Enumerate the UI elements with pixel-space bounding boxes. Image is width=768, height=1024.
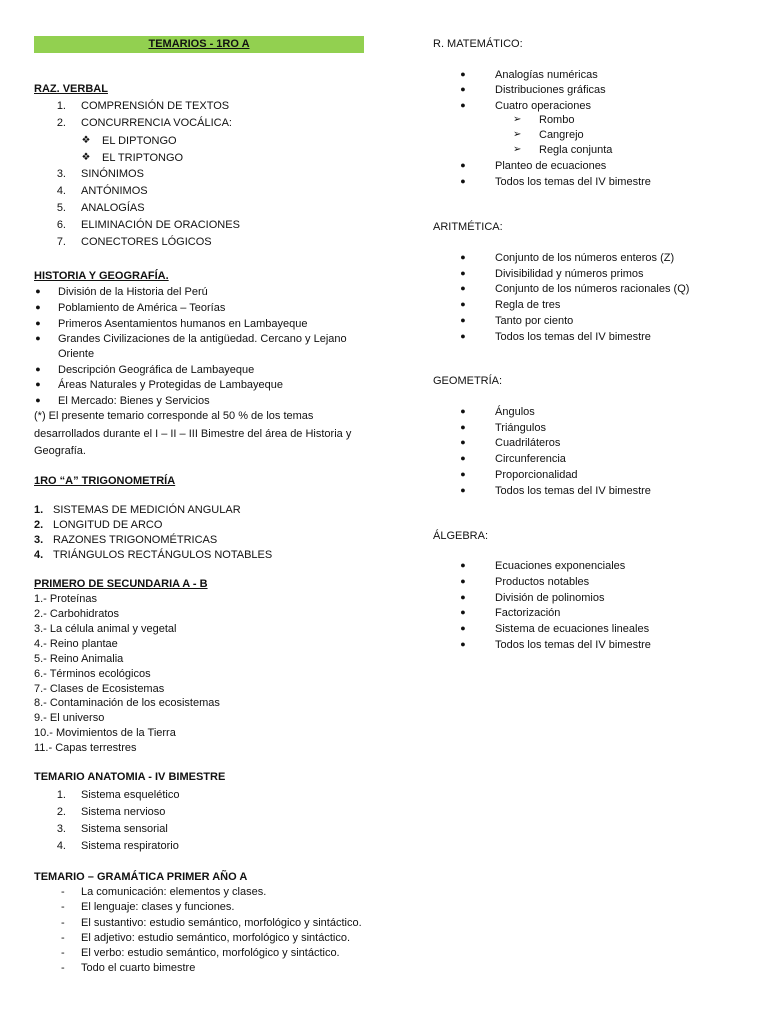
bullet-icon: ● — [460, 299, 466, 309]
list-item: 3.- La célula animal y vegetal — [34, 623, 177, 635]
list-number: 6. — [56, 219, 66, 231]
list-item: Sistema respiratorio — [81, 840, 179, 852]
diamond-bullet-icon: ❖ — [81, 152, 91, 163]
diamond-bullet-icon: ❖ — [81, 135, 91, 146]
bullet-icon: ● — [460, 331, 466, 341]
list-number: 1. — [34, 504, 44, 516]
list-item: La comunicación: elementos y clases. — [81, 886, 267, 898]
list-item: Grandes Civilizaciones de la antigüedad. Cercano y Lejano — [58, 333, 347, 345]
list-item: 7.- Clases de Ecosistemas — [34, 683, 165, 695]
list-item: Sistema nervioso — [81, 806, 166, 818]
list-item: Poblamiento de América – Teorías — [58, 302, 226, 314]
arrow-bullet-icon: ➢ — [513, 114, 522, 125]
list-item: Proporcionalidad — [495, 469, 578, 481]
arrow-bullet-icon: ➢ — [513, 144, 522, 155]
list-item: SISTEMAS DE MEDICIÓN ANGULAR — [53, 504, 241, 516]
bullet-icon: ● — [460, 406, 466, 416]
list-item: Conjunto de los números racionales (Q) — [495, 283, 690, 295]
bullet-icon: ● — [460, 252, 466, 262]
list-number: 4. — [34, 549, 44, 561]
list-item: Descripción Geográfica de Lambayeque — [58, 364, 255, 376]
list-item: TRIÁNGULOS RECTÁNGULOS NOTABLES — [53, 549, 273, 561]
list-item: Distribuciones gráficas — [495, 84, 606, 96]
bullet-icon: ● — [35, 286, 41, 296]
list-item: COMPRENSIÓN DE TEXTOS — [81, 100, 230, 112]
dash-bullet: - — [61, 917, 65, 929]
dash-bullet: - — [61, 947, 65, 959]
bullet-icon: ● — [460, 268, 466, 278]
list-item: Cuadriláteros — [495, 437, 561, 449]
dash-bullet: - — [61, 962, 65, 974]
list-item: Tanto por ciento — [495, 315, 574, 327]
list-item: Ángulos — [495, 406, 535, 418]
list-item: 5.- Reino Animalia — [34, 653, 124, 665]
list-sub-item: Rombo — [539, 114, 575, 126]
list-item: ANALOGÍAS — [81, 202, 145, 214]
list-item: 11.- Capas terrestres — [34, 742, 137, 754]
list-item: División de polinomios — [495, 592, 605, 604]
list-item: Sistema esquelético — [81, 789, 180, 801]
aritmetica-heading: ARITMÉTICA: — [433, 221, 503, 233]
raz-verbal-heading: RAZ. VERBAL — [34, 83, 108, 95]
bullet-icon: ● — [460, 69, 466, 79]
bullet-icon: ● — [35, 364, 41, 374]
list-item: El lenguaje: clases y funciones. — [81, 901, 235, 913]
list-item: El verbo: estudio semántico, morfológico y sintáctico. — [81, 947, 340, 959]
bullet-icon: ● — [460, 283, 466, 293]
historia-heading: HISTORIA Y GEOGRAFÍA. — [34, 270, 169, 282]
list-item: El Mercado: Bienes y Servicios — [58, 395, 210, 407]
list-number: 3. — [56, 823, 66, 835]
list-item: LONGITUD DE ARCO — [53, 519, 163, 531]
list-item: Todos los temas del IV bimestre — [495, 485, 651, 497]
list-number: 1. — [56, 789, 66, 801]
list-number: 2. — [34, 519, 44, 531]
list-number: 5. — [56, 202, 66, 214]
matematico-heading: R. MATEMÁTICO: — [433, 38, 523, 50]
list-item: 6.- Términos ecológicos — [34, 668, 151, 680]
list-item: Planteo de ecuaciones — [495, 160, 607, 172]
bullet-icon: ● — [35, 333, 41, 343]
list-item: Circunferencia — [495, 453, 566, 465]
list-sub-item: Regla conjunta — [539, 144, 613, 156]
list-item: 4.- Reino plantae — [34, 638, 118, 650]
list-item: El adjetivo: estudio semántico, morfológico y sintáctico. — [81, 932, 351, 944]
list-item: Conjunto de los números enteros (Z) — [495, 252, 675, 264]
bullet-icon: ● — [35, 395, 41, 405]
list-item: 9.- El universo — [34, 712, 105, 724]
algebra-heading: ÁLGEBRA: — [433, 530, 489, 542]
list-item: CONCURRENCIA VOCÁLICA: — [81, 117, 232, 129]
gramatica-heading: TEMARIO – GRAMÁTICA PRIMER AÑO A — [34, 871, 248, 883]
bullet-icon: ● — [460, 623, 466, 633]
list-item: 8.- Contaminación de los ecosistemas — [34, 697, 220, 709]
list-item-continuation: Oriente — [58, 348, 95, 360]
list-item: Factorización — [495, 607, 561, 619]
bullet-icon: ● — [460, 315, 466, 325]
arrow-bullet-icon: ➢ — [513, 129, 522, 140]
trigonometria-heading: 1RO “A” TRIGONOMETRÍA — [34, 475, 176, 487]
bullet-icon: ● — [460, 160, 466, 170]
list-number: 3. — [56, 168, 66, 180]
list-number: 2. — [56, 806, 66, 818]
anatomia-heading: TEMARIO ANATOMIA - IV BIMESTRE — [34, 771, 226, 783]
bullet-icon: ● — [35, 318, 41, 328]
bullet-icon: ● — [35, 302, 41, 312]
bullet-icon: ● — [460, 560, 466, 570]
bullet-icon: ● — [460, 576, 466, 586]
list-item: SINÓNIMOS — [81, 168, 144, 180]
list-item: Productos notables — [495, 576, 590, 588]
list-item: Todos los temas del IV bimestre — [495, 331, 651, 343]
bullet-icon: ● — [460, 437, 466, 447]
list-item: Áreas Naturales y Protegidas de Lambayeque — [58, 379, 284, 391]
list-sub-item: EL DIPTONGO — [102, 135, 177, 147]
list-item: Todos los temas del IV bimestre — [495, 639, 651, 651]
list-item: División de la Historia del Perú — [58, 286, 208, 298]
list-item: Todo el cuarto bimestre — [81, 962, 196, 974]
list-number: 1. — [56, 100, 66, 112]
list-item: Sistema sensorial — [81, 823, 168, 835]
bullet-icon: ● — [460, 592, 466, 602]
list-item: 2.- Carbohidratos — [34, 608, 119, 620]
list-sub-item: Cangrejo — [539, 129, 584, 141]
list-item: RAZONES TRIGONOMÉTRICAS — [53, 534, 218, 546]
page-title: TEMARIOS - 1RO A — [34, 36, 364, 53]
list-item: Ecuaciones exponenciales — [495, 560, 626, 572]
secundaria-heading: PRIMERO DE SECUNDARIA A - B — [34, 578, 208, 590]
list-number: 4. — [56, 185, 66, 197]
bullet-icon: ● — [460, 176, 466, 186]
list-item: 10.- Movimientos de la Tierra — [34, 727, 176, 739]
list-item: Divisibilidad y números primos — [495, 268, 644, 280]
dash-bullet: - — [61, 932, 65, 944]
list-item: CONECTORES LÓGICOS — [81, 236, 212, 248]
list-item: Sistema de ecuaciones lineales — [495, 623, 650, 635]
list-item: 1.- Proteínas — [34, 593, 97, 605]
list-item: El sustantivo: estudio semántico, morfológico y sintáctico. — [81, 917, 362, 929]
list-item: Triángulos — [495, 422, 546, 434]
bullet-icon: ● — [460, 639, 466, 649]
list-number: 4. — [56, 840, 66, 852]
list-item: Todos los temas del IV bimestre — [495, 176, 651, 188]
list-item: ANTÓNIMOS — [81, 185, 148, 197]
list-item: Cuatro operaciones — [495, 100, 592, 112]
list-item: Regla de tres — [495, 299, 561, 311]
historia-note: (*) El presente temario corresponde al 50 % de los temas desarrollados durante el I – II – III Bimestre del área de Historia y Geografía. — [34, 410, 352, 457]
list-number: 7. — [56, 236, 66, 248]
dash-bullet: - — [61, 901, 65, 913]
list-item: Primeros Asentamientos humanos en Lambayeque — [58, 318, 308, 330]
bullet-icon: ● — [460, 422, 466, 432]
bullet-icon: ● — [460, 485, 466, 495]
bullet-icon: ● — [35, 379, 41, 389]
bullet-icon: ● — [460, 607, 466, 617]
bullet-icon: ● — [460, 469, 466, 479]
list-item: Analogías numéricas — [495, 69, 598, 81]
bullet-icon: ● — [460, 84, 466, 94]
dash-bullet: - — [61, 886, 65, 898]
bullet-icon: ● — [460, 453, 466, 463]
geometria-heading: GEOMETRÍA: — [433, 375, 503, 387]
list-item: ELIMINACIÓN DE ORACIONES — [81, 219, 240, 231]
bullet-icon: ● — [460, 100, 466, 110]
list-sub-item: EL TRIPTONGO — [102, 152, 184, 164]
list-number: 3. — [34, 534, 44, 546]
list-number: 2. — [56, 117, 66, 129]
